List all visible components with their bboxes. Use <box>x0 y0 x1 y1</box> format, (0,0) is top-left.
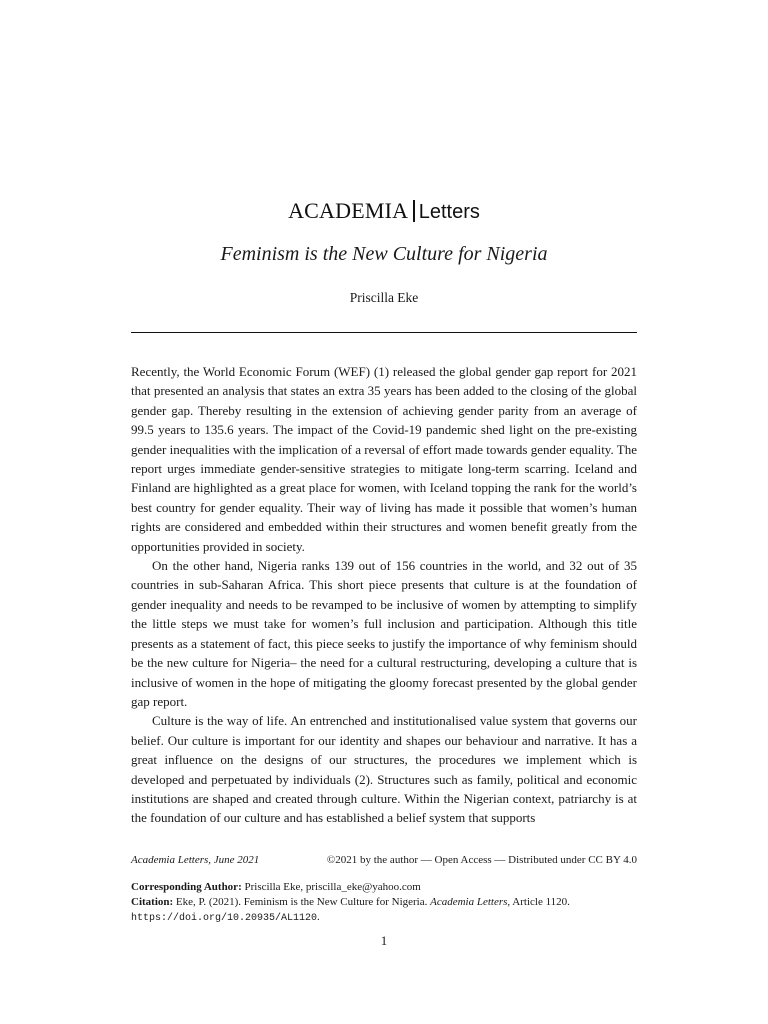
journal-date: Academia Letters, June 2021 <box>131 854 260 866</box>
footer-details <box>131 880 637 926</box>
article-author: Priscilla Eke <box>349 290 419 305</box>
masthead-divider <box>413 200 415 222</box>
license-note: ©2021 by the author — Open Access — Distributed under CC BY 4.0 <box>326 854 637 866</box>
article-body <box>131 362 637 828</box>
paragraph-2: On the other hand, Nigeria ranks 139 out of 156 countries in the world, and 32 out of 35 countries in sub-Saharan Africa. This short piece presents that culture is at the foundation of gender inequality and needs to be revamped to be inclusive of women by attempting to simplify the little steps we must take for women’s full inclusion and participation. Although this title presents as a statement of fact, this piece seeks to justify the importance of why feminism should be the new culture for Nigeria– the need for a cultural restructuring, developing a culture that is inclusive of women in the hope of mitigating the gloomy forecast presented by the global gender gap report. <box>131 558 637 709</box>
footer-line <box>131 852 637 868</box>
doi: https://doi.org/10.20935/AL1120. <box>131 911 320 924</box>
masthead-section: Letters <box>418 201 480 223</box>
doi-link[interactable]: https://doi.org/10.20935/AL1120 <box>131 913 318 924</box>
masthead <box>0 196 768 227</box>
header-rule <box>131 332 637 333</box>
article-title: Feminism is the New Culture for Nigeria <box>220 243 548 265</box>
citation: Citation: Eke, P. (2021). Feminism is the New Culture for Nigeria. Academia Letters, Article 1120. <box>131 896 570 908</box>
academia-logo: ACADEMIA <box>288 198 409 223</box>
corresponding-author: Corresponding Author: Priscilla Eke, priscilla_eke@yahoo.com <box>131 881 421 893</box>
paragraph-3: Culture is the way of life. An entrenched and institutionalised value system that governs our belief. Our culture is important for our identity and shapes our behaviour and narrative. It has a great influence on the designs of our structures, the procedures we implement which is developed and perpetuated by individuals (2). Structures such as family, political and economic institutions are shaped and created through culture. Within the Nigerian context, patriarchy is at the foundation of our culture and has established a belief system that supports <box>131 713 637 826</box>
page-number: 1 <box>380 933 388 948</box>
paragraph-1: Recently, the World Economic Forum (WEF) (1) released the global gender gap report for 2021 that presented an analysis that states an extra 35 years has been added to the closing of the global gender gap. Thereby resulting in the extension of achieving gender parity from an average of 99.5 years to 135.6 years. The impact of the Covid-19 pandemic shed light on the pre-existing gender inequalities with the implication of a reversal of effort made towards gender equality. The report urges immediate gender-sensitive strategies to mitigate long-term scarring. Iceland and Finland are highlighted as a great place for women, with Iceland topping the rank for the world’s best country for gender equality. Their way of living has made it possible that women’s human rights are considered and embedded within their structures and women benefit greatly from the opportunities provided in society. <box>131 364 637 554</box>
